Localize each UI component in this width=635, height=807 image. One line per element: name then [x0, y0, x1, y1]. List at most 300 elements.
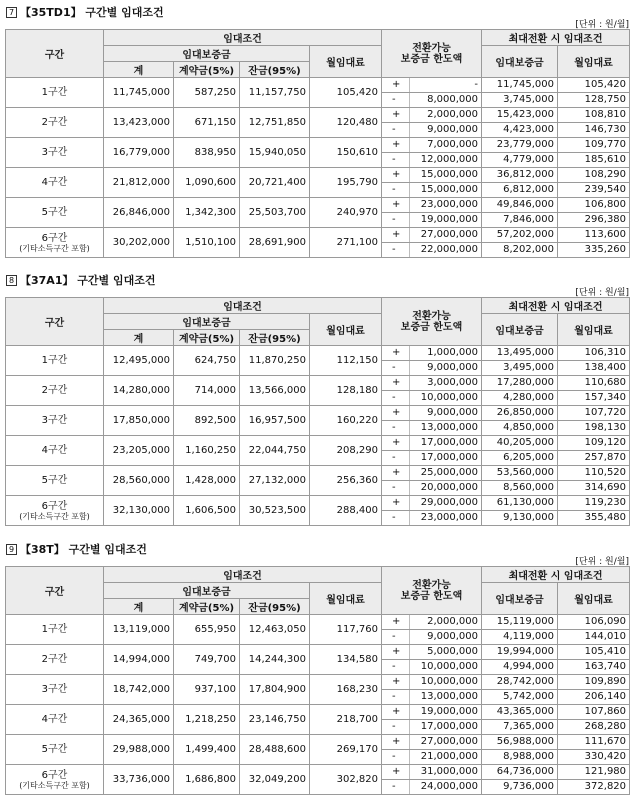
convertible-amount: 5,000,000: [410, 645, 482, 660]
max-deposit: 3,495,000: [482, 361, 558, 376]
max-monthly-rent: 106,090: [558, 615, 630, 630]
max-monthly-rent: 111,670: [558, 735, 630, 750]
deposit-total: 21,812,000: [104, 168, 174, 198]
table-row: [6, 346, 630, 361]
monthly-rent: 120,480: [310, 108, 382, 138]
minus-sign: -: [382, 361, 410, 376]
section-label: 1구간: [6, 78, 104, 108]
max-monthly-rent: 157,340: [558, 391, 630, 406]
balance-amount: 16,957,500: [240, 406, 310, 436]
max-monthly-rent: 128,750: [558, 93, 630, 108]
table-row: [6, 675, 630, 690]
header-monthly-rent: 월임대료: [310, 314, 382, 346]
monthly-rent: 117,760: [310, 615, 382, 645]
table-row: [6, 436, 630, 451]
header-section: 구간: [6, 298, 104, 346]
convertible-amount: 2,000,000: [410, 615, 482, 630]
plus-sign: +: [382, 78, 410, 93]
header-max-conversion: 최대전환 시 임대조건: [482, 567, 630, 583]
convertible-amount: 1,000,000: [410, 346, 482, 361]
convertible-amount: 17,000,000: [410, 436, 482, 451]
deposit-total: 26,846,000: [104, 198, 174, 228]
deposit-total: 28,560,000: [104, 466, 174, 496]
header-balance: 잔금(95%): [240, 599, 310, 615]
unit-label: [단위 : 원/월]: [575, 557, 629, 567]
deposit-total: 24,365,000: [104, 705, 174, 735]
section-label: 5구간: [6, 735, 104, 765]
max-monthly-rent: 355,480: [558, 511, 630, 526]
deposit-total: 11,745,000: [104, 78, 174, 108]
section-label: 6구간 (기타소득구간 포함): [6, 765, 104, 795]
max-deposit: 8,988,000: [482, 750, 558, 765]
balance-amount: 11,870,250: [240, 346, 310, 376]
header-max-monthly-rent: 월임대료: [558, 314, 630, 346]
deposit-total: 30,202,000: [104, 228, 174, 258]
convertible-amount: 23,000,000: [410, 511, 482, 526]
section-number: 9: [6, 544, 17, 555]
convertible-amount: 12,000,000: [410, 153, 482, 168]
balance-amount: 28,488,600: [240, 735, 310, 765]
max-monthly-rent: 296,380: [558, 213, 630, 228]
header-section: 구간: [6, 567, 104, 615]
plus-sign: +: [382, 228, 410, 243]
convertible-amount: 9,000,000: [410, 406, 482, 421]
monthly-rent: 271,100: [310, 228, 382, 258]
convertible-amount: 2,000,000: [410, 108, 482, 123]
max-monthly-rent: 121,980: [558, 765, 630, 780]
convertible-amount: 10,000,000: [410, 391, 482, 406]
header-total: 계: [104, 330, 174, 346]
table-row: [6, 705, 630, 720]
minus-sign: -: [382, 481, 410, 496]
convertible-amount: 10,000,000: [410, 660, 482, 675]
header-rent-conditions: 임대조건: [104, 567, 382, 583]
max-deposit: 23,779,000: [482, 138, 558, 153]
max-deposit: 8,202,000: [482, 243, 558, 258]
plus-sign: +: [382, 705, 410, 720]
section-label: 5구간: [6, 198, 104, 228]
contract-amount: 838,950: [174, 138, 240, 168]
convertible-amount: 17,000,000: [410, 720, 482, 735]
header-contract: 계약금(5%): [174, 330, 240, 346]
convertible-amount: 8,000,000: [410, 93, 482, 108]
minus-sign: -: [382, 511, 410, 526]
convertible-amount: 23,000,000: [410, 198, 482, 213]
plus-sign: +: [382, 675, 410, 690]
max-deposit: 4,119,000: [482, 630, 558, 645]
plus-sign: +: [382, 346, 410, 361]
monthly-rent: 218,700: [310, 705, 382, 735]
monthly-rent: 112,150: [310, 346, 382, 376]
max-deposit: 19,994,000: [482, 645, 558, 660]
header-max-monthly-rent: 월임대료: [558, 583, 630, 615]
plus-sign: +: [382, 138, 410, 153]
section-label: 4구간: [6, 705, 104, 735]
contract-amount: 655,950: [174, 615, 240, 645]
max-monthly-rent: 257,870: [558, 451, 630, 466]
monthly-rent: 240,970: [310, 198, 382, 228]
plus-sign: +: [382, 108, 410, 123]
section-title: 8 【37A1】 구간별 임대조건: [6, 272, 156, 288]
max-monthly-rent: 146,730: [558, 123, 630, 138]
convertible-amount: 24,000,000: [410, 780, 482, 795]
deposit-total: 29,988,000: [104, 735, 174, 765]
max-monthly-rent: 105,410: [558, 645, 630, 660]
max-monthly-rent: 206,140: [558, 690, 630, 705]
header-convertible-limit: 전환가능 보증금 한도액: [382, 298, 482, 346]
deposit-total: 14,280,000: [104, 376, 174, 406]
table-row: [6, 198, 630, 213]
header-rent-conditions: 임대조건: [104, 30, 382, 46]
max-deposit: 64,736,000: [482, 765, 558, 780]
max-deposit: 40,205,000: [482, 436, 558, 451]
contract-amount: 1,510,100: [174, 228, 240, 258]
minus-sign: -: [382, 720, 410, 735]
contract-amount: 671,150: [174, 108, 240, 138]
monthly-rent: 269,170: [310, 735, 382, 765]
plus-sign: +: [382, 615, 410, 630]
header-deposit: 임대보증금: [104, 46, 310, 62]
header-rent-conditions: 임대조건: [104, 298, 382, 314]
monthly-rent: 195,790: [310, 168, 382, 198]
max-monthly-rent: 107,860: [558, 705, 630, 720]
max-monthly-rent: 105,420: [558, 78, 630, 93]
convertible-amount: 15,000,000: [410, 183, 482, 198]
convertible-amount: 31,000,000: [410, 765, 482, 780]
monthly-rent: 134,580: [310, 645, 382, 675]
header-deposit: 임대보증금: [104, 314, 310, 330]
max-monthly-rent: 372,820: [558, 780, 630, 795]
minus-sign: -: [382, 630, 410, 645]
contract-amount: 1,160,250: [174, 436, 240, 466]
plus-sign: +: [382, 436, 410, 451]
header-total: 계: [104, 599, 174, 615]
max-monthly-rent: 239,540: [558, 183, 630, 198]
max-deposit: 4,423,000: [482, 123, 558, 138]
header-contract: 계약금(5%): [174, 599, 240, 615]
header-max-monthly-rent: 월임대료: [558, 46, 630, 78]
section-label: 3구간: [6, 138, 104, 168]
plus-sign: +: [382, 765, 410, 780]
contract-amount: 1,606,500: [174, 496, 240, 526]
max-monthly-rent: 109,120: [558, 436, 630, 451]
max-monthly-rent: 113,600: [558, 228, 630, 243]
minus-sign: -: [382, 243, 410, 258]
max-monthly-rent: 314,690: [558, 481, 630, 496]
balance-amount: 11,157,750: [240, 78, 310, 108]
monthly-rent: 128,180: [310, 376, 382, 406]
contract-amount: 1,686,800: [174, 765, 240, 795]
section-label: 5구간: [6, 466, 104, 496]
deposit-total: 16,779,000: [104, 138, 174, 168]
max-deposit: 56,988,000: [482, 735, 558, 750]
minus-sign: -: [382, 780, 410, 795]
table-row: [6, 496, 630, 511]
max-monthly-rent: 198,130: [558, 421, 630, 436]
max-deposit: 6,205,000: [482, 451, 558, 466]
table-row: [6, 765, 630, 780]
deposit-total: 14,994,000: [104, 645, 174, 675]
max-monthly-rent: 108,810: [558, 108, 630, 123]
monthly-rent: 160,220: [310, 406, 382, 436]
monthly-rent: 256,360: [310, 466, 382, 496]
convertible-amount: 19,000,000: [410, 705, 482, 720]
section-number: 8: [6, 275, 17, 286]
max-deposit: 28,742,000: [482, 675, 558, 690]
section-label: 6구간 (기타소득구간 포함): [6, 496, 104, 526]
plus-sign: +: [382, 198, 410, 213]
contract-amount: 714,000: [174, 376, 240, 406]
table-row: [6, 78, 630, 93]
convertible-amount: 17,000,000: [410, 451, 482, 466]
max-deposit: 43,365,000: [482, 705, 558, 720]
max-deposit: 57,202,000: [482, 228, 558, 243]
plus-sign: +: [382, 168, 410, 183]
rent-section: [0, 541, 635, 803]
max-deposit: 4,850,000: [482, 421, 558, 436]
deposit-total: 18,742,000: [104, 675, 174, 705]
max-monthly-rent: 109,770: [558, 138, 630, 153]
contract-amount: 587,250: [174, 78, 240, 108]
max-monthly-rent: 110,520: [558, 466, 630, 481]
header-max-deposit: 임대보증금: [482, 314, 558, 346]
minus-sign: -: [382, 93, 410, 108]
convertible-amount: 21,000,000: [410, 750, 482, 765]
max-deposit: 4,994,000: [482, 660, 558, 675]
contract-amount: 1,218,250: [174, 705, 240, 735]
balance-amount: 23,146,750: [240, 705, 310, 735]
section-title: 7 【35TD1】 구간별 임대조건: [6, 4, 164, 20]
balance-amount: 12,751,850: [240, 108, 310, 138]
table-row: [6, 108, 630, 123]
header-balance: 잔금(95%): [240, 330, 310, 346]
minus-sign: -: [382, 183, 410, 198]
convertible-amount: 20,000,000: [410, 481, 482, 496]
convertible-amount: 10,000,000: [410, 675, 482, 690]
max-deposit: 9,130,000: [482, 511, 558, 526]
minus-sign: -: [382, 690, 410, 705]
header-max-deposit: 임대보증금: [482, 46, 558, 78]
max-deposit: 15,423,000: [482, 108, 558, 123]
max-deposit: 15,119,000: [482, 615, 558, 630]
minus-sign: -: [382, 660, 410, 675]
convertible-amount: 22,000,000: [410, 243, 482, 258]
contract-amount: 624,750: [174, 346, 240, 376]
convertible-amount: 9,000,000: [410, 630, 482, 645]
max-monthly-rent: 185,610: [558, 153, 630, 168]
section-label: 4구간: [6, 168, 104, 198]
convertible-amount: 27,000,000: [410, 228, 482, 243]
balance-amount: 27,132,000: [240, 466, 310, 496]
convertible-amount: 29,000,000: [410, 496, 482, 511]
balance-amount: 17,804,900: [240, 675, 310, 705]
rent-table: [5, 297, 630, 526]
max-monthly-rent: 107,720: [558, 406, 630, 421]
header-total: 계: [104, 62, 174, 78]
header-balance: 잔금(95%): [240, 62, 310, 78]
max-monthly-rent: 163,740: [558, 660, 630, 675]
max-deposit: 17,280,000: [482, 376, 558, 391]
unit-label: [단위 : 원/월]: [575, 288, 629, 298]
max-monthly-rent: 106,800: [558, 198, 630, 213]
max-monthly-rent: 268,280: [558, 720, 630, 735]
section-label: 2구간: [6, 108, 104, 138]
monthly-rent: 288,400: [310, 496, 382, 526]
table-row: [6, 615, 630, 630]
table-row: [6, 406, 630, 421]
balance-amount: 25,503,700: [240, 198, 310, 228]
header-monthly-rent: 월임대료: [310, 583, 382, 615]
minus-sign: -: [382, 421, 410, 436]
convertible-amount: -: [410, 78, 482, 93]
rent-section: [0, 4, 635, 266]
plus-sign: +: [382, 496, 410, 511]
header-monthly-rent: 월임대료: [310, 46, 382, 78]
plus-sign: +: [382, 735, 410, 750]
monthly-rent: 168,230: [310, 675, 382, 705]
max-monthly-rent: 110,680: [558, 376, 630, 391]
header-convertible-limit: 전환가능 보증금 한도액: [382, 30, 482, 78]
max-deposit: 9,736,000: [482, 780, 558, 795]
max-monthly-rent: 108,290: [558, 168, 630, 183]
table-row: [6, 735, 630, 750]
max-deposit: 13,495,000: [482, 346, 558, 361]
table-row: [6, 645, 630, 660]
section-label: 6구간 (기타소득구간 포함): [6, 228, 104, 258]
contract-amount: 749,700: [174, 645, 240, 675]
contract-amount: 1,090,600: [174, 168, 240, 198]
section-label: 4구간: [6, 436, 104, 466]
max-monthly-rent: 138,400: [558, 361, 630, 376]
convertible-amount: 13,000,000: [410, 421, 482, 436]
convertible-amount: 15,000,000: [410, 168, 482, 183]
convertible-amount: 27,000,000: [410, 735, 482, 750]
balance-amount: 13,566,000: [240, 376, 310, 406]
balance-amount: 28,691,900: [240, 228, 310, 258]
minus-sign: -: [382, 123, 410, 138]
balance-amount: 14,244,300: [240, 645, 310, 675]
plus-sign: +: [382, 406, 410, 421]
balance-amount: 22,044,750: [240, 436, 310, 466]
minus-sign: -: [382, 750, 410, 765]
max-deposit: 4,779,000: [482, 153, 558, 168]
max-deposit: 49,846,000: [482, 198, 558, 213]
max-deposit: 7,846,000: [482, 213, 558, 228]
max-monthly-rent: 144,010: [558, 630, 630, 645]
convertible-amount: 9,000,000: [410, 361, 482, 376]
max-deposit: 61,130,000: [482, 496, 558, 511]
monthly-rent: 302,820: [310, 765, 382, 795]
section-label: 1구간: [6, 346, 104, 376]
convertible-amount: 13,000,000: [410, 690, 482, 705]
unit-label: [단위 : 원/월]: [575, 20, 629, 30]
max-deposit: 7,365,000: [482, 720, 558, 735]
contract-amount: 1,342,300: [174, 198, 240, 228]
rent-section: [0, 272, 635, 534]
max-deposit: 6,812,000: [482, 183, 558, 198]
section-label: 3구간: [6, 675, 104, 705]
header-max-conversion: 최대전환 시 임대조건: [482, 30, 630, 46]
convertible-amount: 7,000,000: [410, 138, 482, 153]
max-monthly-rent: 119,230: [558, 496, 630, 511]
table-row: [6, 466, 630, 481]
deposit-total: 12,495,000: [104, 346, 174, 376]
convertible-amount: 9,000,000: [410, 123, 482, 138]
max-monthly-rent: 330,420: [558, 750, 630, 765]
monthly-rent: 208,290: [310, 436, 382, 466]
convertible-amount: 3,000,000: [410, 376, 482, 391]
header-max-deposit: 임대보증금: [482, 583, 558, 615]
max-monthly-rent: 335,260: [558, 243, 630, 258]
section-label: 2구간: [6, 376, 104, 406]
max-monthly-rent: 106,310: [558, 346, 630, 361]
deposit-total: 23,205,000: [104, 436, 174, 466]
rent-table: [5, 29, 630, 258]
convertible-amount: 25,000,000: [410, 466, 482, 481]
table-row: [6, 168, 630, 183]
max-deposit: 4,280,000: [482, 391, 558, 406]
convertible-amount: 19,000,000: [410, 213, 482, 228]
max-deposit: 11,745,000: [482, 78, 558, 93]
table-row: [6, 138, 630, 153]
section-label: 3구간: [6, 406, 104, 436]
contract-amount: 892,500: [174, 406, 240, 436]
section-label: 1구간: [6, 615, 104, 645]
table-row: [6, 228, 630, 243]
monthly-rent: 105,420: [310, 78, 382, 108]
minus-sign: -: [382, 213, 410, 228]
minus-sign: -: [382, 153, 410, 168]
max-deposit: 53,560,000: [482, 466, 558, 481]
deposit-total: 17,850,000: [104, 406, 174, 436]
balance-amount: 20,721,400: [240, 168, 310, 198]
header-max-conversion: 최대전환 시 임대조건: [482, 298, 630, 314]
header-convertible-limit: 전환가능 보증금 한도액: [382, 567, 482, 615]
balance-amount: 15,940,050: [240, 138, 310, 168]
max-deposit: 26,850,000: [482, 406, 558, 421]
deposit-total: 13,119,000: [104, 615, 174, 645]
header-deposit: 임대보증금: [104, 583, 310, 599]
plus-sign: +: [382, 466, 410, 481]
section-number: 7: [6, 7, 17, 18]
plus-sign: +: [382, 645, 410, 660]
contract-amount: 937,100: [174, 675, 240, 705]
section-title: 9 【38T】 구간별 임대조건: [6, 541, 147, 557]
table-row: [6, 376, 630, 391]
deposit-total: 13,423,000: [104, 108, 174, 138]
contract-amount: 1,499,400: [174, 735, 240, 765]
deposit-total: 32,130,000: [104, 496, 174, 526]
max-deposit: 5,742,000: [482, 690, 558, 705]
max-deposit: 36,812,000: [482, 168, 558, 183]
section-label: 2구간: [6, 645, 104, 675]
minus-sign: -: [382, 451, 410, 466]
max-deposit: 8,560,000: [482, 481, 558, 496]
plus-sign: +: [382, 376, 410, 391]
monthly-rent: 150,610: [310, 138, 382, 168]
max-deposit: 3,745,000: [482, 93, 558, 108]
balance-amount: 12,463,050: [240, 615, 310, 645]
header-section: 구간: [6, 30, 104, 78]
balance-amount: 32,049,200: [240, 765, 310, 795]
minus-sign: -: [382, 391, 410, 406]
contract-amount: 1,428,000: [174, 466, 240, 496]
max-monthly-rent: 109,890: [558, 675, 630, 690]
balance-amount: 30,523,500: [240, 496, 310, 526]
deposit-total: 33,736,000: [104, 765, 174, 795]
rent-table: [5, 566, 630, 795]
header-contract: 계약금(5%): [174, 62, 240, 78]
